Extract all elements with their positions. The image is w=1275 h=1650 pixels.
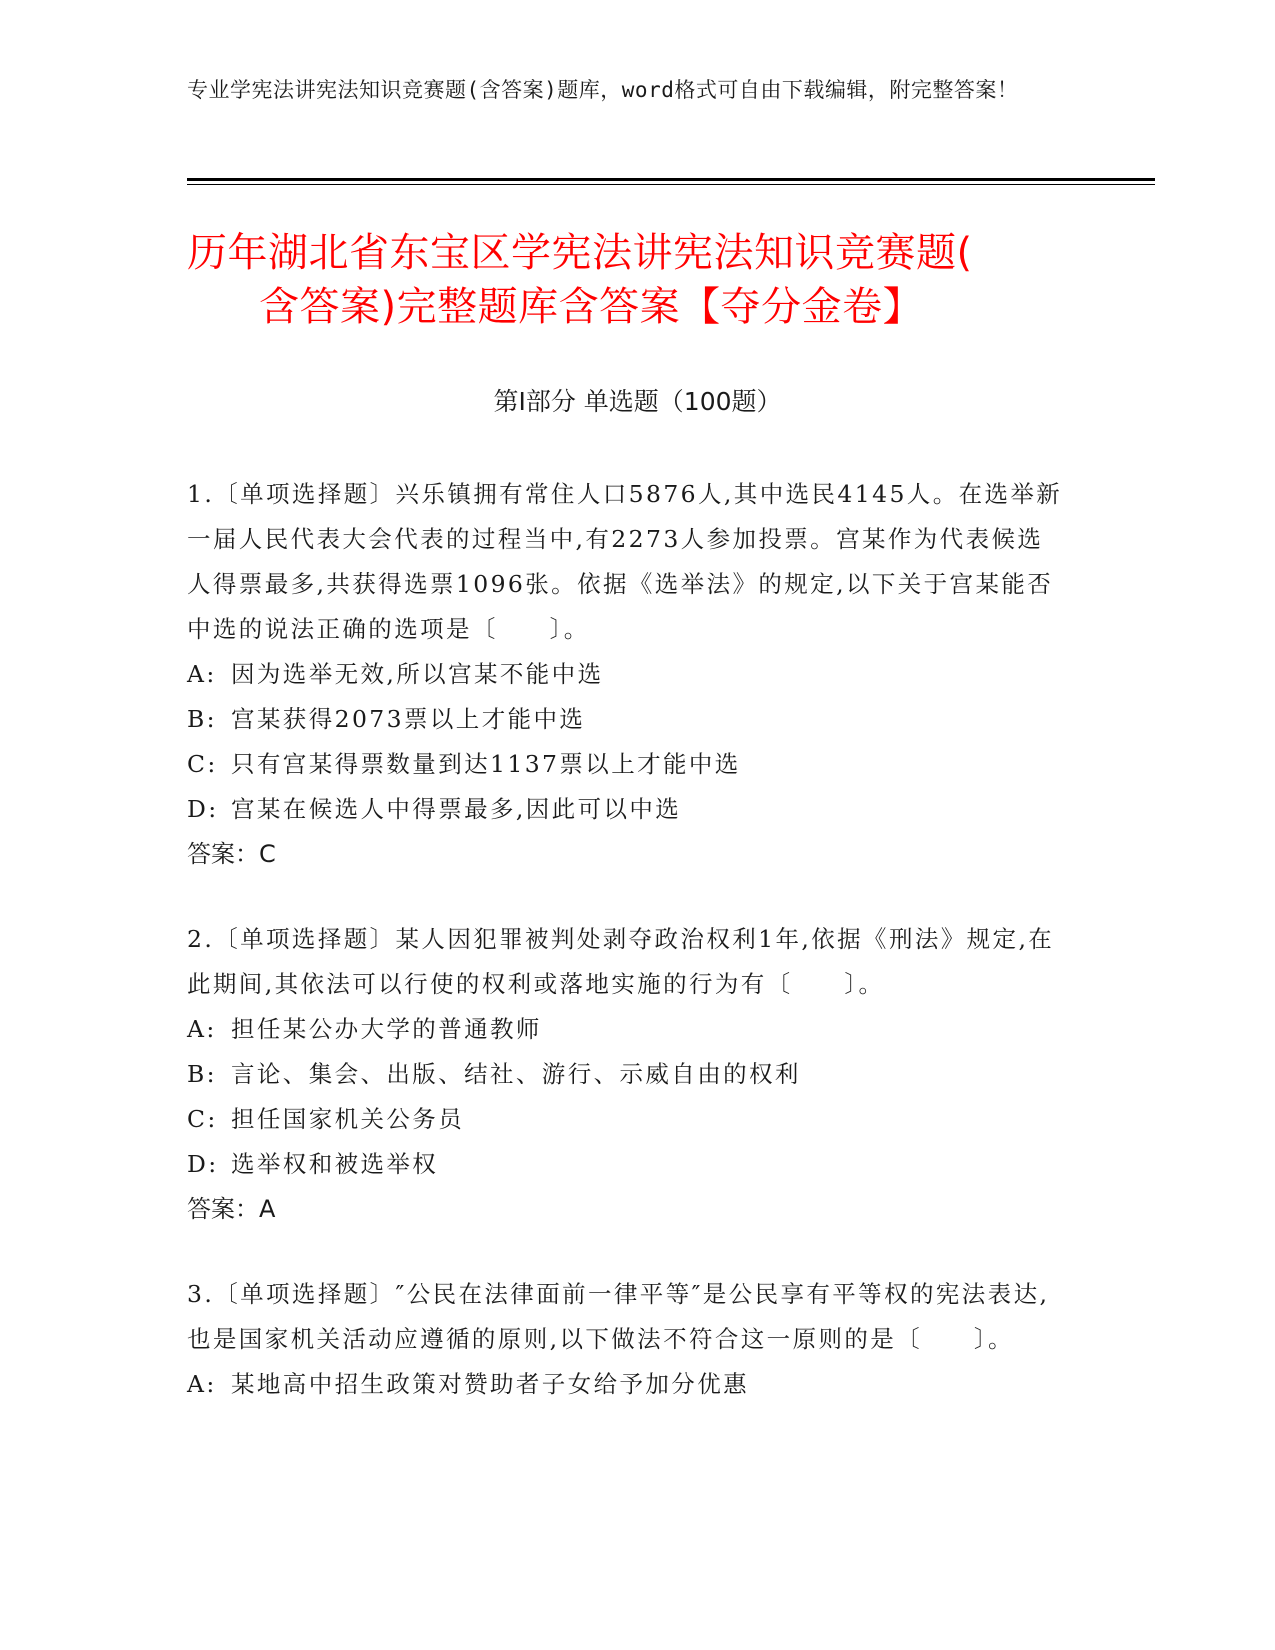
- title-line-2: 含答案)完整题库含答案【夺分金卷】: [259, 284, 924, 330]
- header-rule-thin: [187, 184, 1155, 185]
- option-text: 担任国家机关公务员: [231, 1105, 465, 1133]
- option-b: [187, 1052, 1067, 1097]
- document-title: [187, 226, 1107, 334]
- question-list: [187, 472, 1067, 1447]
- question-1: [187, 472, 1067, 877]
- option-text: 只有宫某得票数量到达1137票以上才能中选: [231, 750, 741, 778]
- question-stem: 3.〔单项选择题〕″公民在法律面前一律平等″是公民享有平等权的宪法表达,也是国家机关活动应遵循的原则,以下做法不符合这一原则的是〔 〕。: [187, 1280, 1050, 1353]
- option-key: A:: [187, 660, 217, 688]
- option-text: 言论、集会、出版、结社、游行、示威自由的权利: [231, 1060, 801, 1088]
- option-text: 选举权和被选举权: [231, 1150, 439, 1178]
- option-d: [187, 787, 1067, 832]
- answer: 答案：C: [187, 840, 276, 868]
- option-d: [187, 1142, 1067, 1187]
- question-3: [187, 1272, 1067, 1407]
- option-key: A:: [187, 1370, 217, 1398]
- option-key: A:: [187, 1015, 217, 1043]
- answer: 答案：A: [187, 1195, 276, 1223]
- section-heading: 第Ⅰ部分 单选题（100题）: [493, 387, 782, 416]
- question-2: [187, 917, 1067, 1232]
- option-key: D:: [187, 795, 219, 823]
- option-key: B:: [187, 1060, 217, 1088]
- option-a: [187, 652, 1067, 697]
- option-text: 某地高中招生政策对赞助者子女给予加分优惠: [231, 1370, 749, 1398]
- option-key: B:: [187, 705, 217, 733]
- option-a: [187, 1007, 1067, 1052]
- option-c: [187, 742, 1067, 787]
- option-text: 宫某获得2073票以上才能中选: [231, 705, 586, 733]
- question-stem: 1.〔单项选择题〕兴乐镇拥有常住人口5876人,其中选民4145人。在选举新一届人民代表大会代表的过程当中,有2273人参加投票。宫某作为代表候选人得票最多,共获得选票1096张。依据《选举法》的规定,以下关于宫某能否中选的说法正确的选项是〔 〕。: [187, 480, 1063, 643]
- option-b: [187, 697, 1067, 742]
- header-rule-thick: [187, 178, 1155, 181]
- option-text: 因为选举无效,所以宫某不能中选: [231, 660, 604, 688]
- header-note: 专业学宪法讲宪法知识竞赛题(含答案)题库，word格式可自由下载编辑，附完整答案！: [187, 78, 1019, 102]
- option-key: D:: [187, 1150, 219, 1178]
- option-key: C:: [187, 1105, 218, 1133]
- option-text: 宫某在候选人中得票最多,因此可以中选: [231, 795, 682, 823]
- question-stem: 2.〔单项选择题〕某人因犯罪被判处剥夺政治权利1年,依据《刑法》规定,在此期间,其依法可以行使的权利或落地实施的行为有〔 〕。: [187, 925, 1055, 998]
- title-line-1: 历年湖北省东宝区学宪法讲宪法知识竞赛题(: [187, 230, 973, 276]
- option-key: C:: [187, 750, 218, 778]
- option-c: [187, 1097, 1067, 1142]
- option-text: 担任某公办大学的普通教师: [231, 1015, 542, 1043]
- option-a: [187, 1362, 1067, 1407]
